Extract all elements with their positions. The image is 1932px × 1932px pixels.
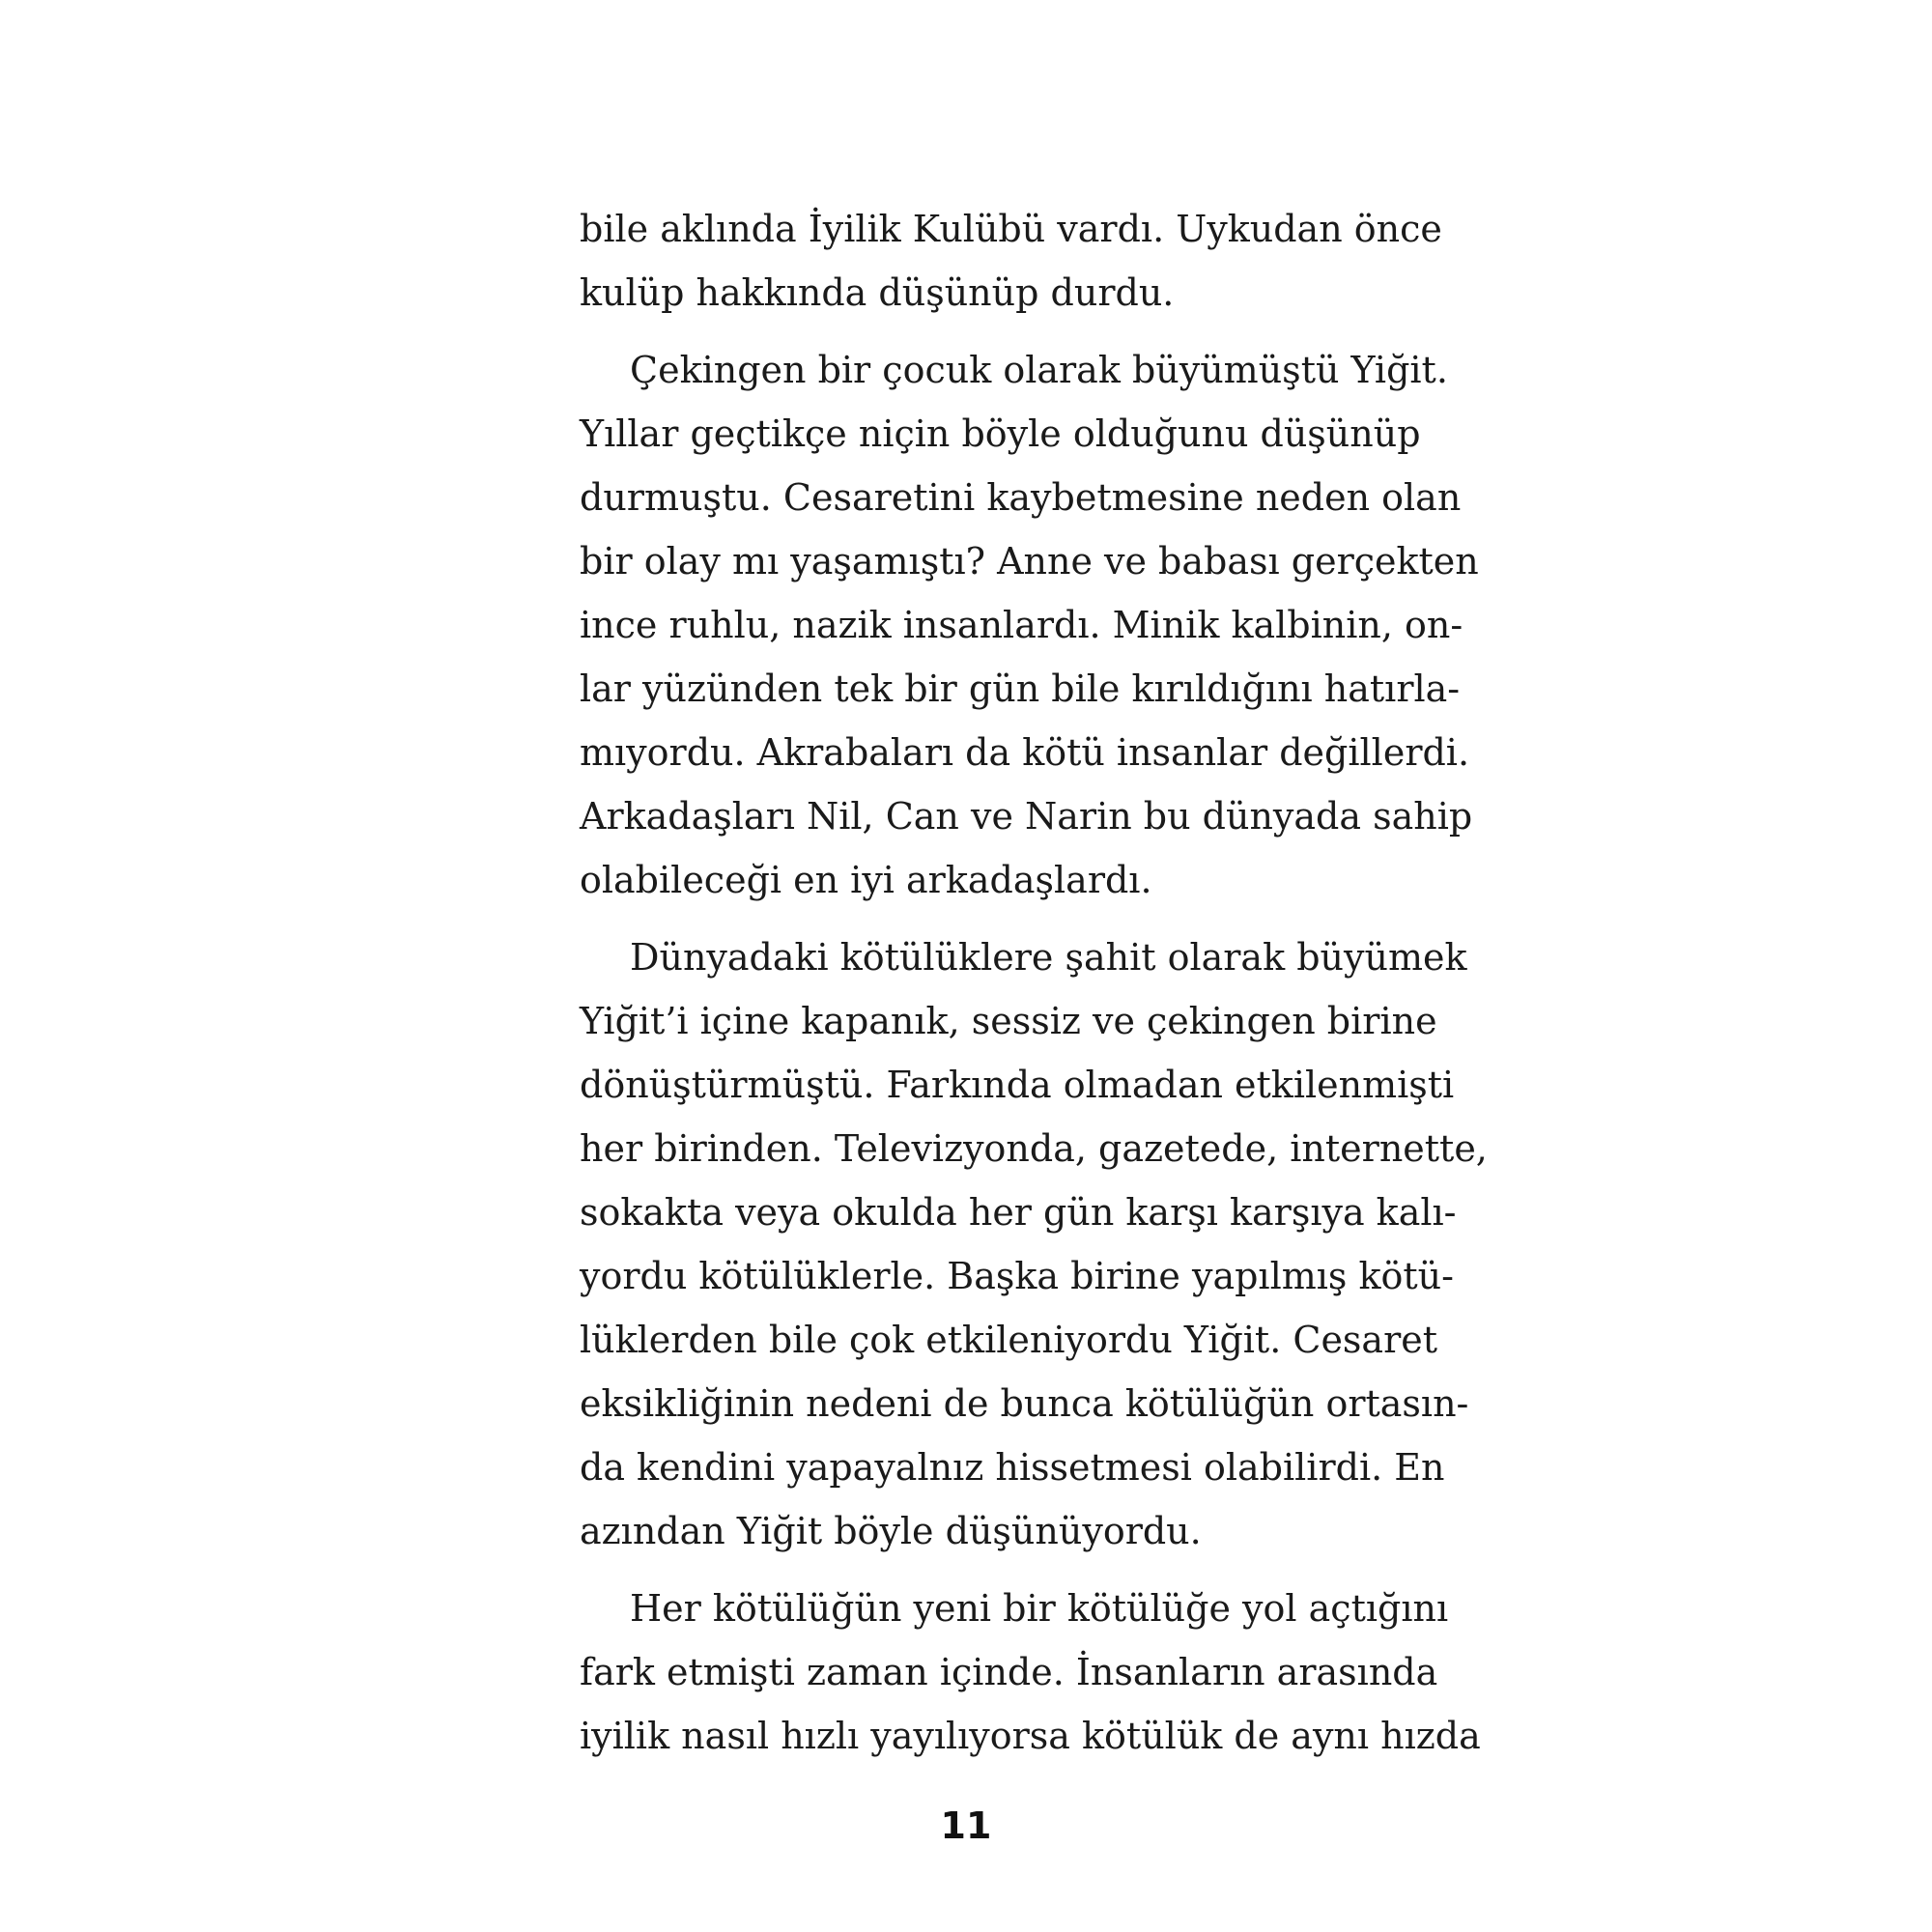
body-text bbox=[580, 197, 1488, 1781]
text-line: mıyordu. Akrabaları da kötü insanlar değillerdi. bbox=[580, 731, 1470, 774]
text-line: sokakta veya okulda her gün karşı karşıya kalı- bbox=[580, 1191, 1457, 1234]
text-line: eksikliğinin nedeni de bunca kötülüğün ortasın- bbox=[580, 1382, 1469, 1425]
text-line: durmuştu. Cesaretini kaybetmesine neden olan bbox=[580, 476, 1462, 519]
paragraph-2 bbox=[580, 338, 1479, 912]
text-line: da kendini yapayalnız hissetmesi olabilirdi. En bbox=[580, 1446, 1445, 1489]
text-line: kulüp hakkında düşünüp durdu. bbox=[580, 271, 1175, 314]
text-line: olabileceği en iyi arkadaşlardı. bbox=[580, 859, 1152, 901]
text-line: yordu kötülüklerle. Başka birine yapılmış kötü- bbox=[580, 1255, 1454, 1297]
text-line: dönüştürmüştü. Farkında olmadan etkilenmişti bbox=[580, 1064, 1455, 1106]
text-line: azından Yiğit böyle düşünüyordu. bbox=[580, 1510, 1202, 1552]
text-line: Yıllar geçtikçe niçin böyle olduğunu düşünüp bbox=[580, 412, 1421, 455]
text-line: Arkadaşları Nil, Can ve Narin bu dünyada sahip bbox=[580, 795, 1473, 838]
text-line: Her kötülüğün yeni bir kötülüğe yol açtığını bbox=[630, 1587, 1449, 1630]
text-line: lar yüzünden tek bir gün bile kırıldığını hatırla- bbox=[580, 668, 1461, 710]
page-number: 11 bbox=[940, 1804, 992, 1847]
paragraph-1 bbox=[580, 197, 1442, 325]
text-line: bir olay mı yaşamıştı? Anne ve babası gerçekten bbox=[580, 540, 1479, 582]
text-line: Dünyadaki kötülüklere şahit olarak büyümek bbox=[630, 936, 1467, 979]
text-line: lüklerden bile çok etkileniyordu Yiğit. Cesaret bbox=[580, 1319, 1438, 1361]
text-line: Yiğit’i içine kapanık, sessiz ve çekingen birine bbox=[580, 1000, 1437, 1042]
text-line: fark etmişti zaman içinde. İnsanların arasında bbox=[580, 1651, 1438, 1693]
text-line: Çekingen bir çocuk olarak büyümüştü Yiğit. bbox=[630, 349, 1448, 391]
paragraph-4 bbox=[580, 1577, 1481, 1768]
text-line: iyilik nasıl hızlı yayılıyorsa kötülük de aynı hızda bbox=[580, 1715, 1481, 1757]
text-line: her birinden. Televizyonda, gazetede, internette, bbox=[580, 1127, 1488, 1170]
text-line: bile aklında İyilik Kulübü vardı. Uykudan önce bbox=[580, 208, 1442, 250]
paragraph-3 bbox=[580, 925, 1488, 1563]
text-line: ince ruhlu, nazik insanlardı. Minik kalbinin, on- bbox=[580, 604, 1463, 646]
